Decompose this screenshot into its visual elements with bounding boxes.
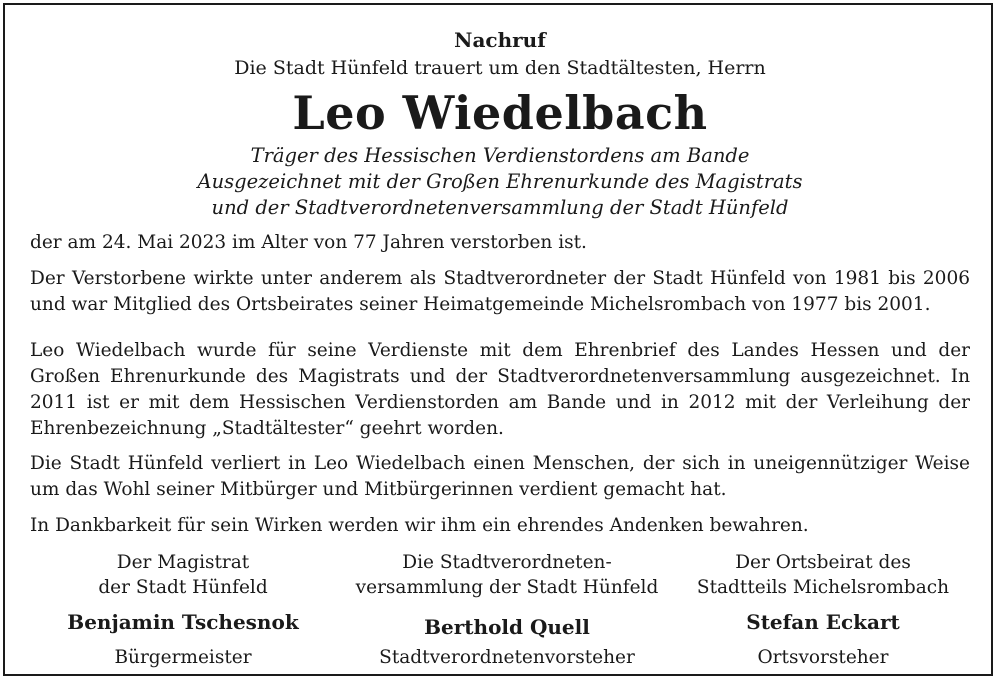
org-line: Stadtteils Michelsrombach bbox=[696, 577, 950, 598]
signer-name: Benjamin Tschesnok bbox=[67, 610, 299, 634]
gratitude-paragraph: In Dankbarkeit für sein Wirken werden wir ihm ein ehrendes Andenken bewahren. bbox=[30, 515, 809, 536]
signer-role: Bürgermeister bbox=[114, 647, 252, 668]
org-line: Die Stadtverordneten- bbox=[402, 552, 612, 573]
deceased-name: Leo Wiedelbach bbox=[292, 86, 708, 140]
signature-block-local-council bbox=[663, 550, 983, 670]
signature-block-magistrate bbox=[23, 550, 343, 670]
honor-line: Träger des Hessischen Verdienstordens am Bande bbox=[250, 144, 750, 167]
org-line: versammlung der Stadt Hünfeld bbox=[355, 577, 659, 598]
career-paragraph: Der Verstorbene wirkte unter anderem als Stadtverordneter der Stadt Hünfeld von 1981 bis 2006 und war Mitglied des Ortsbeirates seiner Heimatgemeinde Michelsrombach von 1977 bis 2001. bbox=[30, 268, 970, 315]
signer-role: Ortsvorsteher bbox=[757, 647, 889, 668]
notice-heading: Nachruf bbox=[454, 28, 546, 52]
org-line: Der Magistrat bbox=[116, 552, 250, 573]
awards-paragraph: Leo Wiedelbach wurde für seine Verdienste mit dem Ehrenbrief des Landes Hessen und der Großen Ehrenurkunde des Magistrats und der Stadtverordnetenversammlung ausgezeichnet. In 2011 ist er mit dem Hessischen Verdienstorden am Bande und in 2012 mit der Verleihung der Ehrenbezeichnung „Stadtältester“ geehrt worden. bbox=[30, 340, 970, 439]
signature-block-council bbox=[347, 550, 667, 670]
honor-line: und der Stadtverordnetenversammlung der Stadt Hünfeld bbox=[211, 196, 789, 219]
tribute-paragraph: Die Stadt Hünfeld verliert in Leo Wiedelbach einen Menschen, der sich in uneigennütziger Weise um das Wohl seiner Mitbürger und Mitbürgerinnen verdient gemacht hat. bbox=[30, 453, 970, 500]
signer-name: Berthold Quell bbox=[424, 615, 590, 639]
notice-intro: Die Stadt Hünfeld trauert um den Stadtältesten, Herrn bbox=[234, 57, 766, 79]
org-line: der Stadt Hünfeld bbox=[98, 577, 268, 598]
signer-name: Stefan Eckart bbox=[746, 610, 900, 634]
org-line: Der Ortsbeirat des bbox=[735, 552, 911, 573]
honor-line: Ausgezeichnet mit der Großen Ehrenurkunde des Magistrats bbox=[197, 170, 803, 193]
death-date-paragraph: der am 24. Mai 2023 im Alter von 77 Jahren verstorben ist. bbox=[30, 232, 587, 253]
signer-role: Stadtverordnetenvorsteher bbox=[379, 647, 635, 668]
